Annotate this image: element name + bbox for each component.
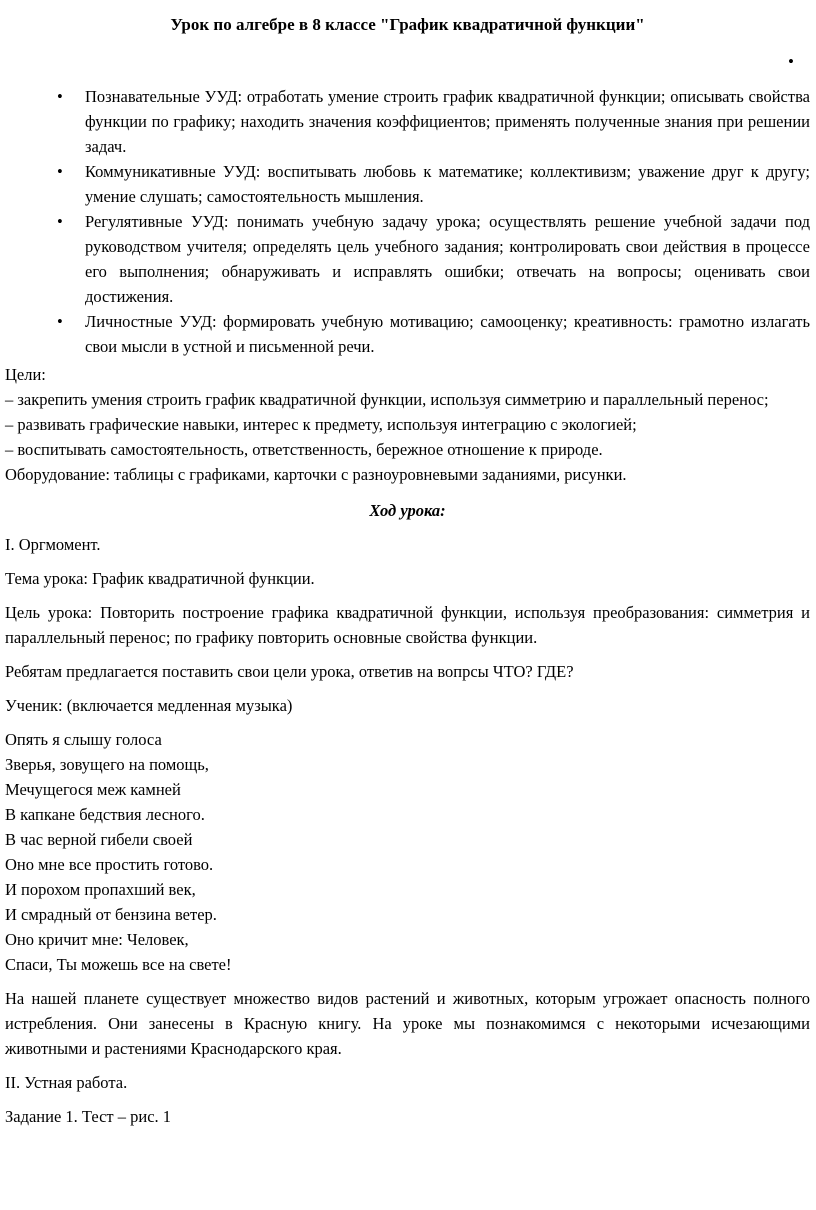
list-item-text: Познавательные УУД: отработать умение строить график квадратичной функции; описывать свойства функции по графику; находить значения коэффициентов; применять полученные знания при решении задач.: [85, 87, 810, 156]
poem-line: Мечущегося меж камней: [5, 780, 181, 799]
bullet-icon: •: [57, 312, 63, 331]
poem-block: [5, 727, 810, 977]
paragraph-uchenik: Ученик: (включается медленная музыка): [5, 696, 293, 715]
list-item-text: Регулятивные УУД: понимать учебную задачу урока; осуществлять решение учебной задачи под руководством учителя; определять цель учебного задания; контролировать свои действия в процессе его выполнения; обнаруживать и исправлять ошибки; отвечать на вопросы; оценивать свои достижения.: [85, 212, 810, 306]
poem-line: И порохом пропахший век,: [5, 880, 196, 899]
list-item-text: Личностные УУД: формировать учебную мотивацию; самооценку; креативность: грамотно излагать свои мысли в устной и письменной речи.: [85, 312, 810, 356]
list-item-poznavatelnye: [5, 84, 810, 159]
list-item-text: Коммуникативные УУД: воспитывать любовь к математике; коллективизм; уважение друг к другу; умение слушать; самостоятельность мышления.: [85, 162, 810, 206]
poem-line: Оно мне все простить готово.: [5, 855, 214, 874]
paragraph-orgmoment: I. Оргмомент.: [5, 535, 101, 554]
list-item-regulyativnye: [5, 209, 810, 309]
poem-line: В час верной гибели своей: [5, 830, 193, 849]
goal-zakrepit: – закрепить умения строить график квадратичной функции, используя симметрию и параллельный перенос;: [5, 390, 769, 409]
paragraph-rebyatam: Ребятам предлагается поставить свои цели урока, ответив на вопрсы ЧТО? ГДЕ?: [5, 662, 574, 681]
uud-bullet-list: [5, 84, 810, 359]
poem-line: Оно кричит мне: Человек,: [5, 930, 189, 949]
poem-line: Опять я слышу голоса: [5, 730, 162, 749]
poem-line: Спаси, Ты можешь все на свете!: [5, 955, 232, 974]
page-title: Урок по алгебре в 8 классе "График квадратичной функции": [170, 15, 645, 34]
list-item-lichnostnye: [5, 309, 810, 359]
paragraph-tsel-uroka: Цель урока: Повторить построение графика квадратичной функции, используя преобразования: симметрия и параллельный перенос; по графику повторить основные свойства функции.: [5, 603, 810, 647]
paragraph-tema-uroka: Тема урока: График квадратичной функции.: [5, 569, 315, 588]
paragraph-ustnaya-rabota: II. Устная работа.: [5, 1073, 128, 1092]
poem-line: Зверья, зовущего на помощь,: [5, 755, 209, 774]
section-heading-hod-uroka: Ход урока:: [369, 501, 446, 520]
goal-razvivat: – развивать графические навыки, интерес к предмету, используя интеграцию с экологией;: [5, 415, 637, 434]
bullet-icon: •: [57, 162, 63, 181]
goal-vospityvat: – воспитывать самостоятельность, ответственность, бережное отношение к природе.: [5, 440, 603, 459]
bullet-icon: •: [57, 212, 63, 231]
goals-label: Цели:: [5, 365, 46, 384]
empty-bullet-item: •: [788, 52, 794, 71]
paragraph-planeta: На нашей планете существует множество видов растений и животных, которым угрожает опасность полного истребления. Они занесены в Красную книгу. На уроке мы познакомимся с некоторыми исчезающими животными и растениями Краснодарского края.: [5, 989, 810, 1058]
bullet-icon: •: [57, 87, 63, 106]
paragraph-zadanie-test: Задание 1. Тест – рис. 1: [5, 1107, 172, 1126]
equipment-line: Оборудование: таблицы с графиками, карточки с разноуровневыми заданиями, рисунки.: [5, 465, 627, 484]
list-item-kommunikativnye: [5, 159, 810, 209]
goals-block: [5, 362, 810, 487]
poem-line: И смрадный от бензина ветер.: [5, 905, 217, 924]
poem-line: В капкане бедствия лесного.: [5, 805, 205, 824]
